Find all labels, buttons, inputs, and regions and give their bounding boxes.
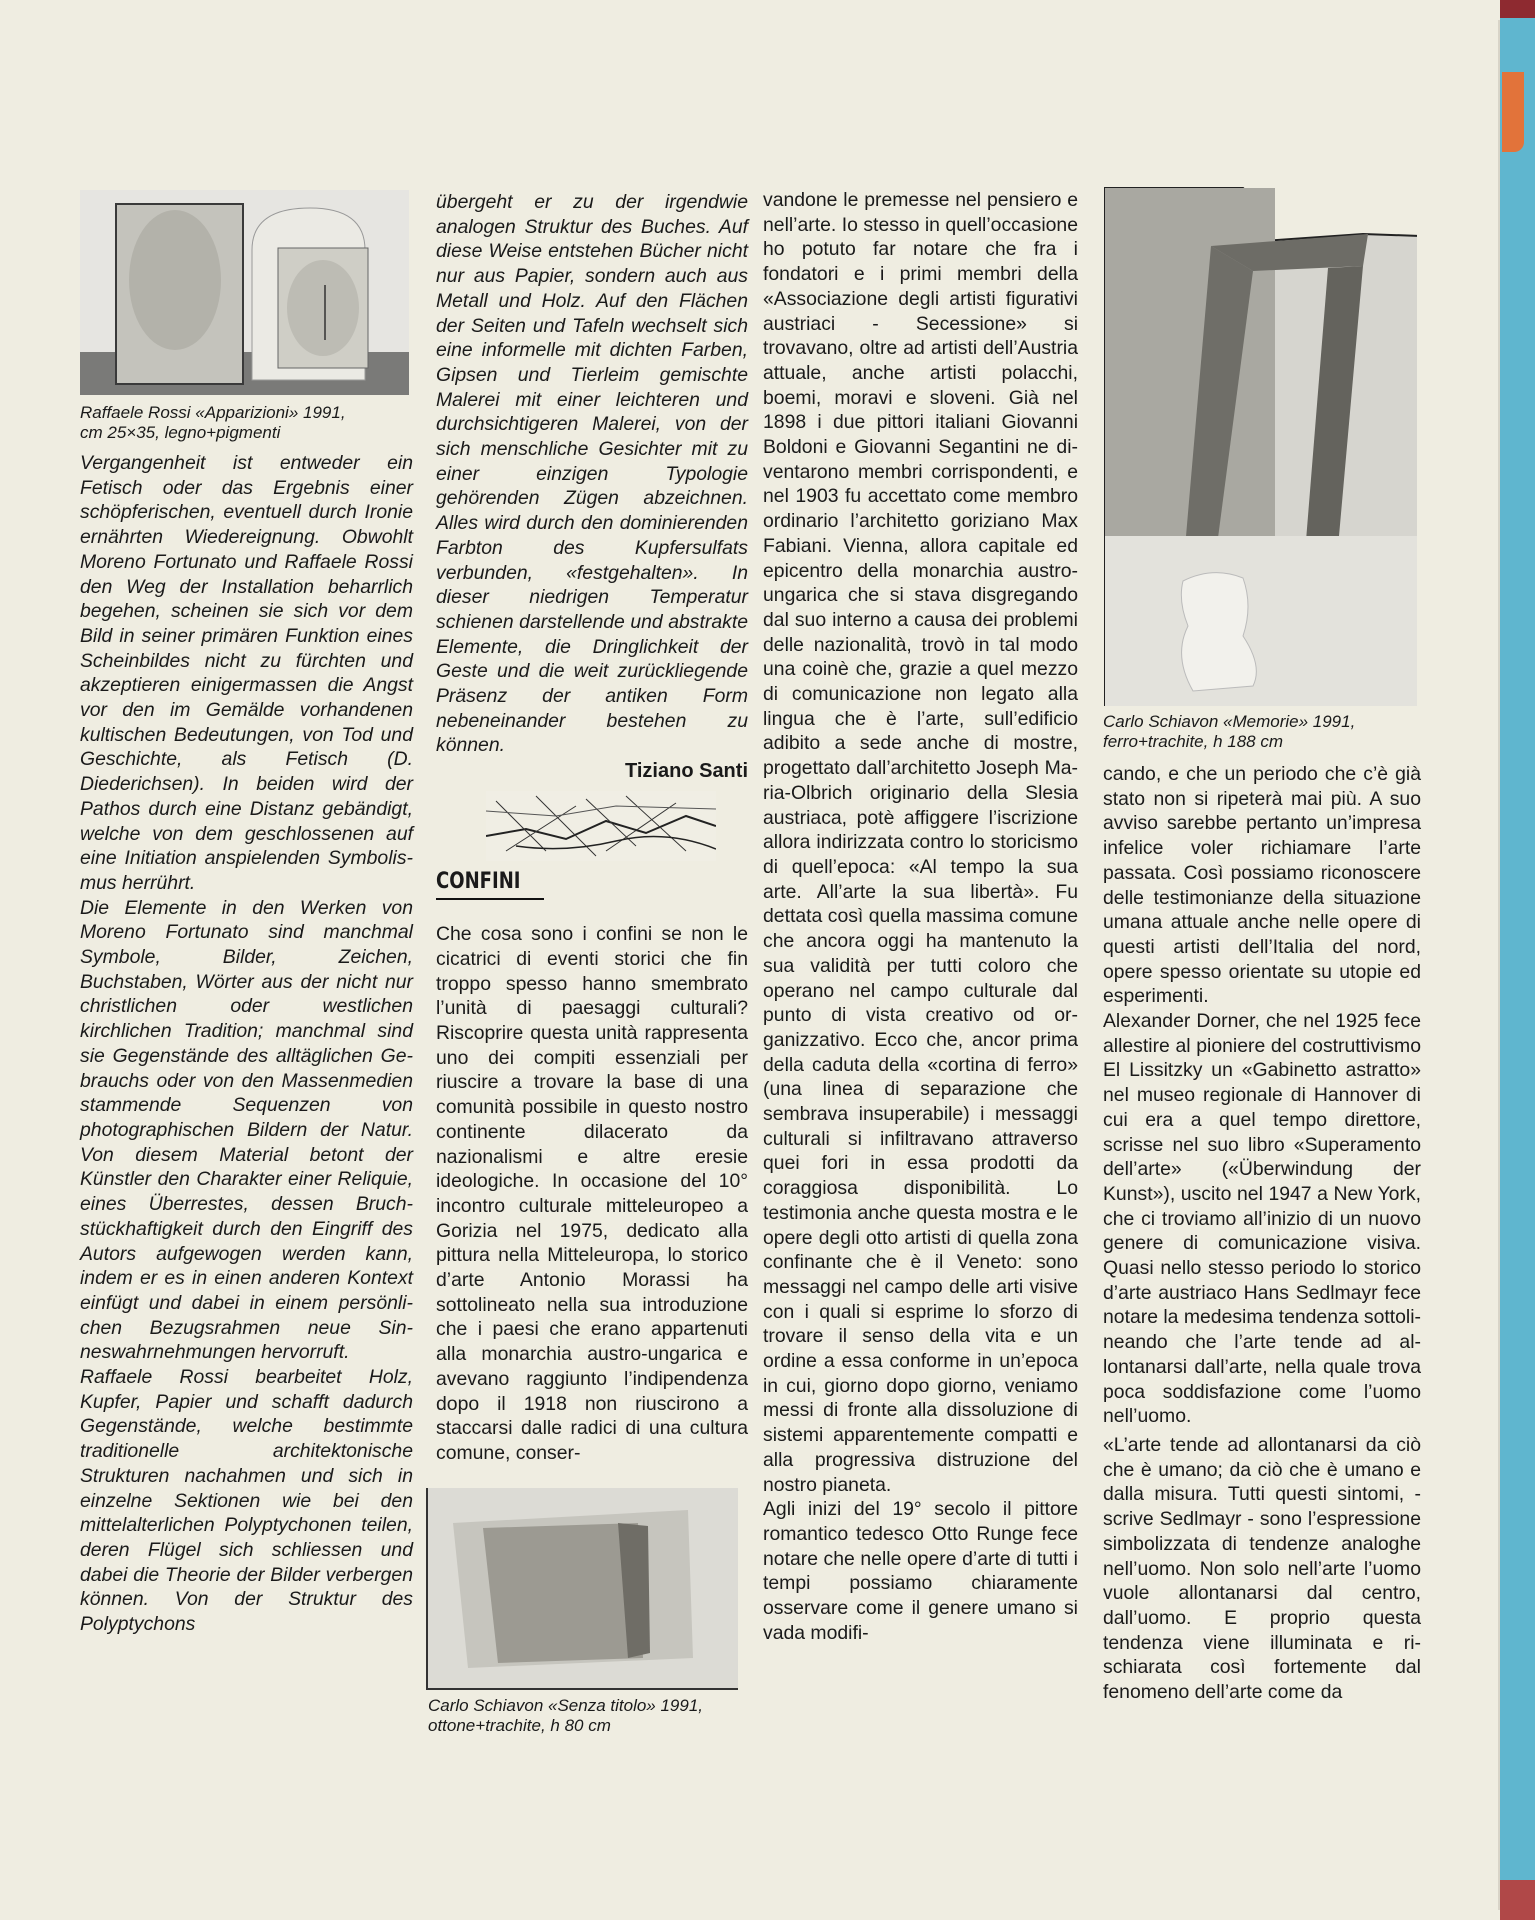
- paragraph: übergeht er zu der irgendwie analogen Struktur des Buches. Auf diese Weise entstehen Bücher nicht nur aus Papier, sondern auch aus Metall und Holz. Auf den Flächen der Seiten und Tafeln wechselt sich eine informelle mit dichten Farben, Gipsen und Tierleim gemischte Malerei mit einer leichteren und durchsichtigeren Malerei, von der sich menschliche Gesichter mit zu einer einzigen Typologie gehörenden Zügen abzeichnen. Alles wird durch den dominierenden Farbton des Kupfersulfats verbunden, «festgehalten». In dieser niedrigen Temperatur schienen darstellende und abstrakte Elemente, die Dringlichkeit der Geste und die weit zurückliegende Präsenz der antiken Form nebeneinander bestehen zu können.: [436, 191, 748, 757]
- color-band: [1502, 72, 1524, 152]
- paragraph: vandone le premesse nel pensiero e nell’arte. Io stesso in quell’occasione ho potuto far notare che fra i fondatori e i primi membri della «Associazione degli artisti figurativi austriaci - Secessione» si trovavano, oltre ad artisti dell’Austria attuale, anche artisti polacchi, boemi, moravi e sloveni. Già nel 1898 i due pittori italiani Giovanni Boldoni e Giovanni Segantini ne diventarono membri corrispondenti, e nel 1903 fu accettato come membro ordinario l’architetto goriziano Max Fabiani. Vienna, allora capitale ed epicentro della monarchia austroungarica che si stava disgregando dal suo interno a causa dei problemi delle nazionalità, trovò in tal modo una coinè che, grazie a quel mezzo di comunicazione non legato alla lingua che è l’arte, sull’edificio adibito a sede anche di mostre, progettato dall’architetto Joseph Maria-Olbrich originario della Slesia austriaca, potè affiggere l’iscrizione allora indirizzata contro lo storicismo di quell’epoca: «Al tempo la sua arte. All’arte la sua libertà». Fu dettata così quella massima comune che ancora oggi ha mantenuto la sua validità per tutti coloro che operano nel campo culturale dal punto di vista creativo od organizzativo. Ecco che, ancor prima della caduta della «cortina di ferro» (una linea di separazione che sembrava insuperabile) i messaggi culturali si infiltravano attraverso quei fori in essa prodotti da coraggiosa disponibilità. Lo testimonia anche questa mostra e le opere degli otto artisti di quella zona confinante che è il Veneto: sono messaggi nel campo delle arti visive con i quali si esprime lo sforzo di trovare il senso della vita e un ordine a essa conforme in un’epoca in cui, giorno dopo giorno, veniamo messi di fronte alla dissoluzione di sistemi apparentemente compatti e alla progressiva distruzione del nostro pianeta.: [763, 189, 1078, 1496]
- caption-line: Carlo Schiavon «Senza titolo» 1991,: [428, 1695, 704, 1715]
- adjacent-page-edge: [1500, 0, 1535, 1920]
- paragraph: Vergangenheit ist entweder ein Fetisch oder das Ergebnis einer schöpferischen, eventuell durch Ironie ernährten Wiedereignung. Obwohlt Moreno Fortunato und Raffaele Rossi den Weg der Installation beharrlich begehen, scheinen sie sich vor dem Bild in seiner primären Funktion eines Scheinbildes nicht zu fürchten und akzeptieren einigermassen die Angst vor den im Gemälde vorhandenen kultischen Bedeutungen, von Tod und Geschichte, als Fetisch (D. Diederichsen). In beiden wird der Pathos durch eine Distanz gebändigt, welche von dem geschlossenen auf eine Initiation anspielenden Symbolismus herrührt.: [80, 452, 413, 894]
- caption-line: ferro+trachite, h 188 cm: [1103, 732, 1284, 751]
- column-4: [1103, 186, 1421, 1705]
- caption-memorie: [1103, 712, 1421, 752]
- photo-memorie: [1103, 186, 1417, 706]
- column-3: [763, 188, 1078, 1645]
- sculpture-illustration: [428, 1488, 738, 1688]
- map-lines: [486, 791, 716, 861]
- paragraph: «L’arte tende ad allontanarsi da ciò che è umano; da ciò che è umano e dalla misura. Tutti questi sintomi, - scrive Sedlmayr - sono l’espressione simbolizzata di tendenze analoghe nell’uomo. Non solo nell’arte l’uomo vuole allontanarsi dal centro, dall’uomo. E proprio questa tendenza viene illuminata e rischiarata così fortemente dal fenomeno dell’arte come da: [1103, 1433, 1421, 1704]
- paragraph: Alexander Dorner, che nel 1925 fece allestire al pioniere del costruttivismo El Lissitzky un «Gabinetto astratto» nel museo regionale di Hannover di cui era a quel tempo direttore, scrisse nel suo libro «Superamento dell’arte» («Überwindung der Kunst»), uscito nel 1947 a New York, che ci troviamo all’inizio di un nuovo genere di comunicazione visiva. Quasi nello stesso periodo lo storico d’arte austriaco Hans Sedlmayr fece notare la medesima tendenza sottolineando che l’arte tende ad allontanarsi dall’arte, nella quale trova poca soddisfazione come l’uomo nell’uomo.: [1103, 1010, 1421, 1428]
- photo-senza-titolo: [426, 1488, 738, 1690]
- caption-line: ottone+trachite, h 80 cm: [428, 1715, 611, 1735]
- section-title: CONFINI: [436, 869, 521, 895]
- column-2: [428, 190, 748, 1736]
- section-heading: [436, 869, 748, 900]
- paragraph: Che cosa sono i confini se non le cicatrici di eventi storici che fin troppo spesso hanno smembrato l’unità di paesaggi culturali? Riscoprire questa unità rappresenta uno dei compiti essenziali per riuscire a trovare la base di una comunità possibile in questo nostro continente dilacerato da nazionalismi e altre eresie ideologiche. In occasione del 10° incontro culturale mitteleuropeo a Gorizia nel 1975, dedicato alla pittura nella Mitteleuropa, lo storico d’arte Antonio Morassi ha sottolineato nella sua introduzione che i paesi che erano appartenuti alla monarchia austro-ungarica e avevano raggiunto l’indipendenza dopo il 1918 non riuscirono a staccarsi dalle radici di una cultura comune, conser-: [436, 923, 748, 1464]
- title-underline: [436, 898, 544, 900]
- column-1: [80, 190, 413, 1637]
- caption-rossi: [80, 403, 413, 443]
- caption-senza-titolo: [428, 1696, 748, 1736]
- author-signature: Tiziano Santi: [625, 760, 748, 783]
- map-image: [486, 791, 716, 861]
- caption-line: Carlo Schiavon «Memorie» 1991,: [1103, 712, 1356, 731]
- color-band: [1500, 1880, 1535, 1920]
- paragraph: Agli inizi del 19° secolo il pittore romantico tedesco Otto Runge fece notare che nelle opere d’arte di tutti i tempi possiamo chiaramente osservare come il genere umano si vada modifi-: [763, 1498, 1078, 1644]
- paragraph: Die Elemente in den Werken von Moreno Fortunato sind manchmal Symbole, Bilder, Zeichen, Buchstaben, Wörter aus der nicht nur christlichen oder westlichen kirchlichen Tradition; manchmal sind sie Gegenstände des alltäglichen Gebrauchs oder von den Massenmedien stammende Sequenzen von photographischen Bildern der Natur. Von diesem Material betont der Künstler den Charakter einer Reliquie, eines Überrestes, dessen Bruchstückhaftigkeit durch den Eingriff des Autors aufgewogen werden kann, indem er es in einen anderen Kontext einfügt und dabei in einem persönlichen Bezugsrahmen neue Sinneswahrnehmungen hervorruft.: [80, 896, 413, 1364]
- caption-line: Raffaele Rossi «Apparizioni» 1991,: [80, 403, 346, 422]
- sculpture-illustration: [80, 190, 409, 395]
- paragraph: Raffaele Rossi bearbeitet Holz, Kupfer, Papier und schafft dadurch Gegenstände, welche bestimmte traditionelle architektonische Strukturen nachahmen und sich in einzelne Sektionen wie bei den mittelalterlichen Polyptychonen teilen, deren Flügel sich schliessen und dabei die Theorie der Bilder verbergen können. Von der Struktur des Polyptychons: [80, 1366, 413, 1636]
- photo-rossi-apparizioni: [80, 190, 409, 395]
- sculpture-illustration: [1103, 186, 1417, 706]
- color-band: [1500, 0, 1535, 18]
- caption-line: cm 25×35, legno+pigmenti: [80, 423, 281, 442]
- paragraph: cando, e che un periodo che c’è già stato non si ripeterà mai più. A suo avviso sarebbe pertanto un’impresa infelice voler richiamare l’arte passata. Così possiamo riconoscere delle testimonianze della situazione umana attuale anche nelle opere di questi artisti dell’Italia del nord, opere spesso orientate su utopie ed esperimenti.: [1103, 763, 1421, 1008]
